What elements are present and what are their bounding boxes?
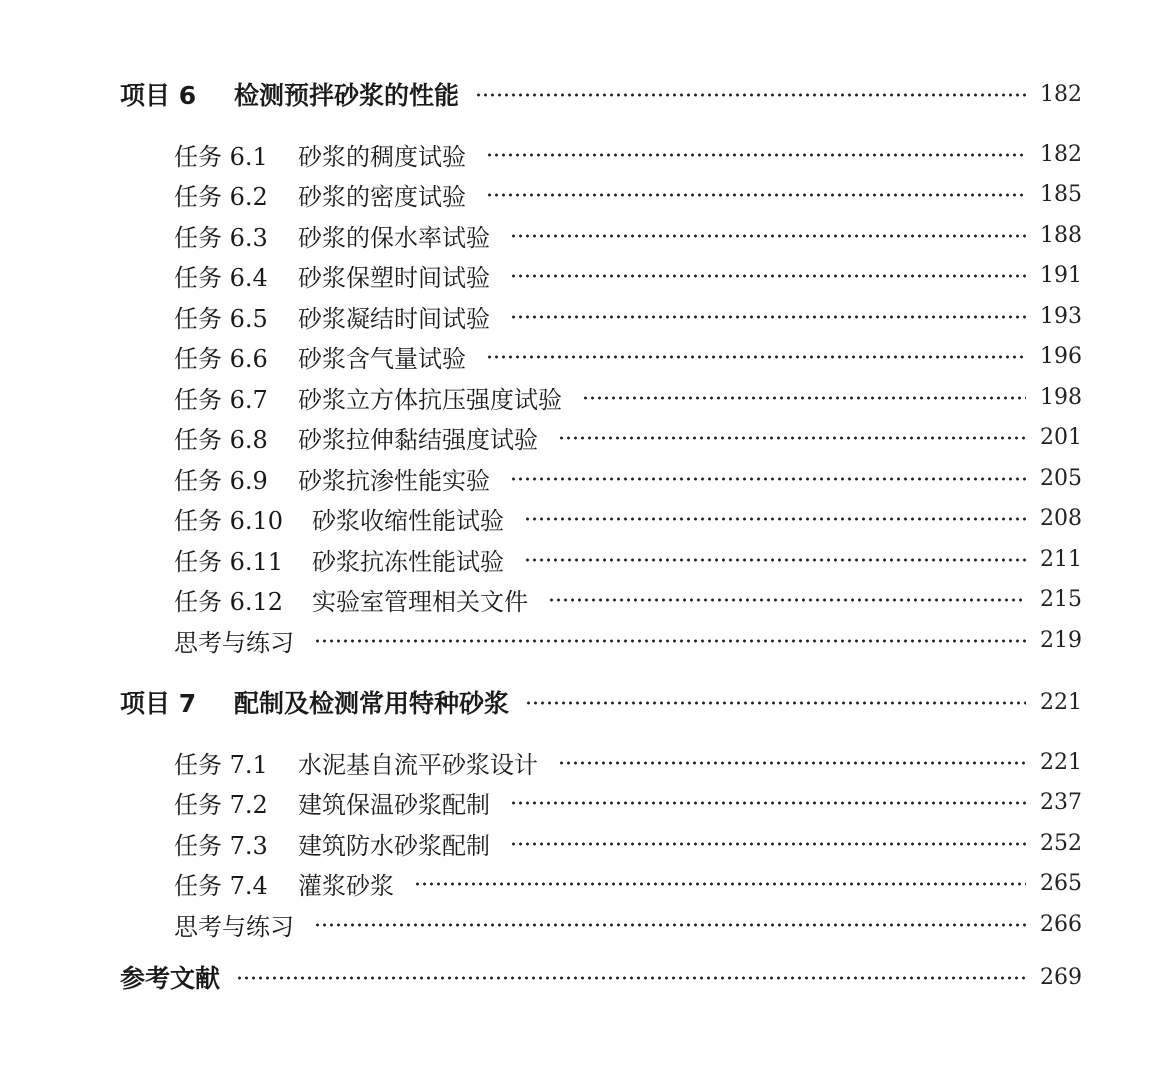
page-number: 193: [1040, 303, 1082, 329]
task-number: 任务 6.12: [174, 587, 284, 616]
task-title: 水泥基自流平砂浆设计: [298, 750, 538, 779]
dot-leader: [510, 477, 1026, 481]
toc-entry-6-5[interactable]: [174, 296, 1082, 336]
task-number: 任务 6.7: [174, 385, 268, 414]
toc-entry-7-exercises[interactable]: [174, 904, 1082, 944]
task-number: 任务 6.3: [174, 223, 268, 252]
dot-leader: [510, 234, 1026, 238]
page-number: 219: [1040, 627, 1082, 653]
task-title: 思考与练习: [174, 628, 294, 657]
dot-leader: [314, 639, 1026, 643]
page-number: 221: [1040, 689, 1082, 715]
toc-entry-6-2[interactable]: [174, 174, 1082, 214]
toc-entry-6-8[interactable]: [174, 417, 1082, 457]
dot-leader: [510, 315, 1026, 319]
toc-entry-6-12[interactable]: [174, 579, 1082, 619]
section-title: 参考文献: [120, 964, 221, 993]
page-number: 215: [1040, 586, 1082, 612]
task-number: 任务 6.5: [174, 304, 268, 333]
section-number: 项目 7: [120, 689, 197, 718]
task-title: 砂浆含气量试验: [298, 344, 466, 373]
task-title: 砂浆拉伸黏结强度试验: [298, 425, 538, 454]
dot-leader: [524, 558, 1026, 562]
dot-leader: [510, 274, 1026, 278]
task-title: 砂浆的密度试验: [298, 182, 466, 211]
task-number: 任务 6.9: [174, 466, 268, 495]
dot-leader: [524, 517, 1026, 521]
task-number: 任务 6.2: [174, 182, 268, 211]
toc-entry-6-9[interactable]: [174, 458, 1082, 498]
task-title: 砂浆抗冻性能试验: [312, 547, 504, 576]
section-heading-7[interactable]: [120, 682, 1082, 722]
page-number: 211: [1040, 546, 1082, 572]
page-number: 205: [1040, 465, 1082, 491]
page-number: 237: [1040, 789, 1082, 815]
task-title: 砂浆凝结时间试验: [298, 304, 490, 333]
dot-leader: [548, 598, 1026, 602]
page-number: 266: [1040, 911, 1082, 937]
task-number: 任务 7.2: [174, 790, 268, 819]
task-number: 任务 7.3: [174, 831, 268, 860]
page-number: 252: [1040, 830, 1082, 856]
section-title: 配制及检测常用特种砂浆: [234, 689, 510, 718]
toc-entry-6-4[interactable]: [174, 255, 1082, 295]
page-number: 185: [1040, 181, 1082, 207]
task-number: 任务 6.4: [174, 263, 268, 292]
section-heading-6[interactable]: [120, 74, 1082, 114]
page-number: 198: [1040, 384, 1082, 410]
toc-entry-7-4[interactable]: [174, 863, 1082, 903]
dot-leader: [486, 193, 1026, 197]
dot-leader: [414, 882, 1026, 886]
section-heading-references[interactable]: [120, 957, 1082, 997]
page-number: 269: [1040, 964, 1082, 990]
dot-leader: [510, 842, 1026, 846]
page-number: 208: [1040, 505, 1082, 531]
task-number: 任务 6.1: [174, 142, 268, 171]
section-title: 检测预拌砂浆的性能: [234, 81, 460, 110]
page-number: 182: [1040, 141, 1082, 167]
task-number: 任务 7.4: [174, 871, 268, 900]
page-number: 265: [1040, 870, 1082, 896]
dot-leader: [558, 436, 1026, 440]
task-title: 砂浆保塑时间试验: [298, 263, 490, 292]
task-title: 建筑保温砂浆配制: [298, 790, 490, 819]
dot-leader: [314, 923, 1026, 927]
dot-leader: [486, 355, 1026, 359]
toc-entry-6-7[interactable]: [174, 377, 1082, 417]
task-title: 砂浆抗渗性能实验: [298, 466, 490, 495]
page-number: 201: [1040, 424, 1082, 450]
task-title: 灌浆砂浆: [298, 871, 394, 900]
task-number: 任务 7.1: [174, 750, 268, 779]
toc-entry-6-1[interactable]: [174, 134, 1082, 174]
task-title: 砂浆的稠度试验: [298, 142, 466, 171]
task-number: 任务 6.10: [174, 506, 284, 535]
dot-leader: [525, 701, 1026, 705]
dot-leader: [486, 153, 1026, 157]
task-title: 砂浆的保水率试验: [298, 223, 490, 252]
task-title: 实验室管理相关文件: [312, 587, 528, 616]
task-title: 建筑防水砂浆配制: [298, 831, 490, 860]
task-title: 砂浆立方体抗压强度试验: [298, 385, 562, 414]
toc-entry-7-3[interactable]: [174, 823, 1082, 863]
task-title: 砂浆收缩性能试验: [312, 506, 504, 535]
toc-entry-6-exercises[interactable]: [174, 620, 1082, 660]
dot-leader: [558, 761, 1026, 765]
task-title: 思考与练习: [174, 912, 294, 941]
page-number: 196: [1040, 343, 1082, 369]
page-number: 182: [1040, 81, 1082, 107]
dot-leader: [582, 396, 1026, 400]
task-number: 任务 6.11: [174, 547, 284, 576]
section-number: 项目 6: [120, 81, 197, 110]
toc-entry-6-11[interactable]: [174, 539, 1082, 579]
task-number: 任务 6.8: [174, 425, 268, 454]
toc-entry-6-10[interactable]: [174, 498, 1082, 538]
dot-leader: [510, 801, 1026, 805]
task-number: 任务 6.6: [174, 344, 268, 373]
toc-entry-7-2[interactable]: [174, 782, 1082, 822]
page-number: 188: [1040, 222, 1082, 248]
dot-leader: [475, 93, 1026, 97]
toc-entry-7-1[interactable]: [174, 742, 1082, 782]
toc-entry-6-6[interactable]: [174, 336, 1082, 376]
toc-entry-6-3[interactable]: [174, 215, 1082, 255]
page-number: 221: [1040, 749, 1082, 775]
dot-leader: [236, 976, 1026, 980]
page-number: 191: [1040, 262, 1082, 288]
